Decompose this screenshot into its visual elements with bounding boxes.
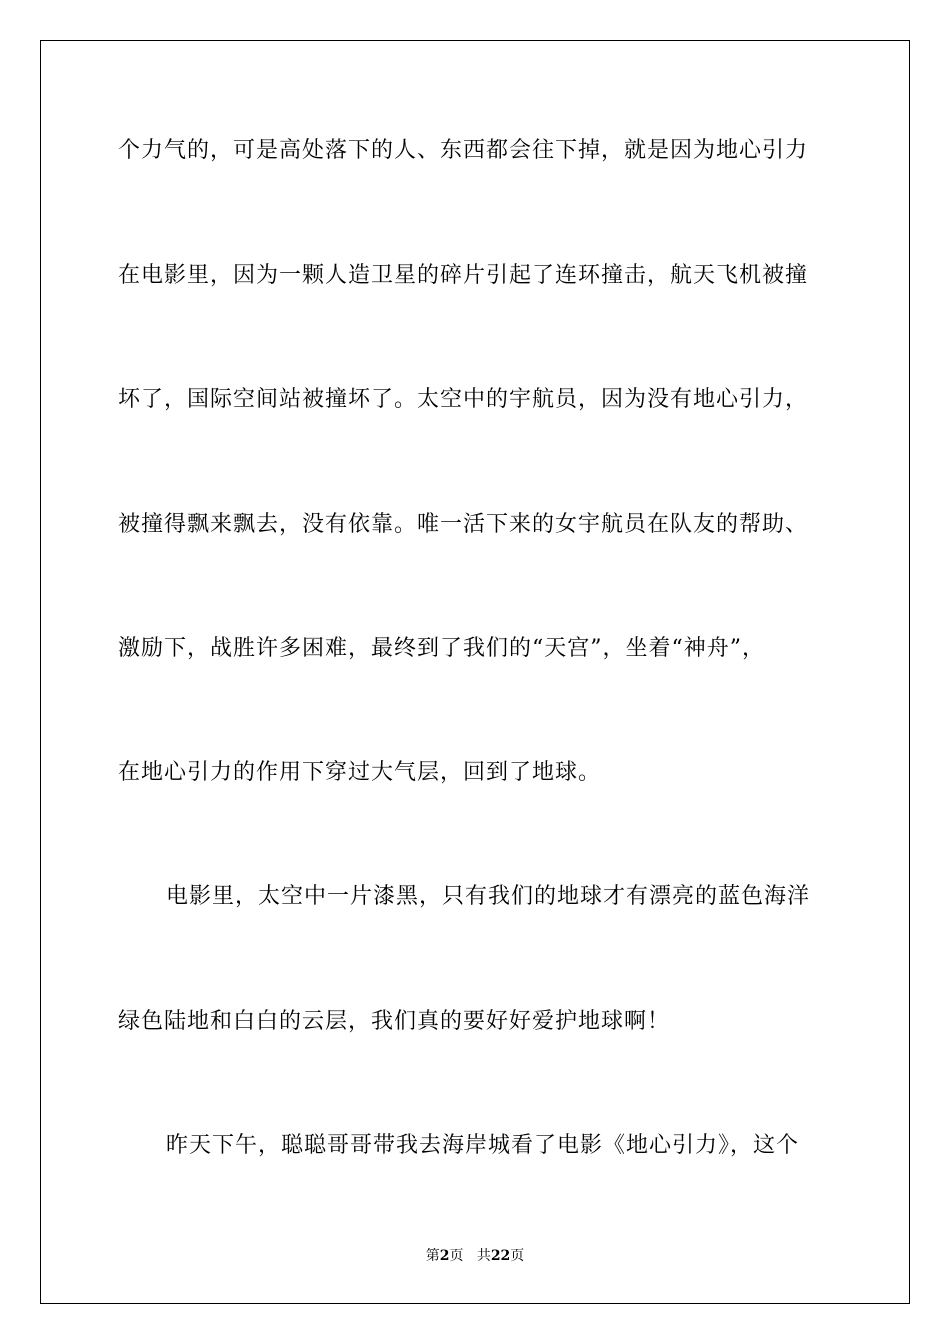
paragraph-first-line: 昨天下午，聪聪哥哥带我去海岸城看了电影《地心引力》，这个 — [166, 1133, 800, 1158]
page-border — [40, 40, 910, 1304]
total-pages: 22 — [490, 1248, 511, 1264]
body-text-line: 绿色陆地和白白的云层，我们真的要好好爱护地球啊！ — [118, 1009, 671, 1034]
body-text-line: 在地心引力的作用下穿过大气层，回到了地球。 — [118, 760, 602, 785]
page-number: 2 — [439, 1248, 450, 1264]
body-text-line: 个力气的，可是高处落下的人、东西都会往下掉，就是因为地心引力 — [118, 138, 809, 163]
body-text-line: 在电影里，因为一颗人造卫星的碎片引起了连环撞击，航天飞机被撞 — [118, 263, 809, 288]
body-text-line: 坏了，国际空间站被撞坏了。太空中的宇航员，因为没有地心引力， — [118, 387, 809, 412]
paragraph-first-line: 电影里，太空中一片漆黑，只有我们的地球才有漂亮的蓝色海洋 — [166, 884, 811, 909]
page-prefix: 第 — [425, 1248, 440, 1264]
body-text-line: 被撞得飘来飘去，没有依靠。唯一活下来的女宇航员在队友的帮助、 — [118, 512, 809, 537]
body-text-line: 激励下，战胜许多困难，最终到了我们的“天宫”，坐着“神舟”， — [118, 636, 765, 661]
total-suffix: 页 — [510, 1248, 525, 1264]
total-prefix: 共 — [476, 1248, 491, 1264]
page-suffix: 页 — [449, 1248, 464, 1264]
page-footer — [0, 1246, 950, 1266]
